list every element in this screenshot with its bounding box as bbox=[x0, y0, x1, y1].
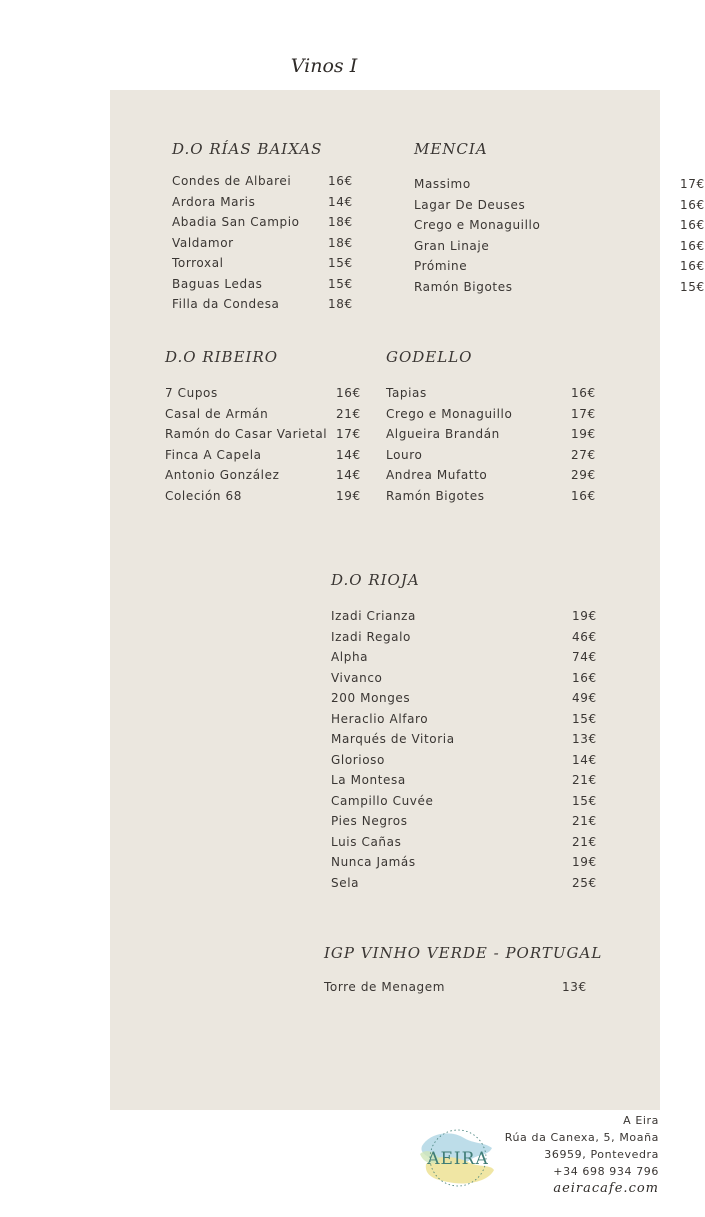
menu-item bbox=[414, 197, 705, 219]
wine-price: 15€ bbox=[328, 256, 353, 270]
city: 36959, Pontevedra bbox=[544, 1148, 659, 1161]
wine-price: 17€ bbox=[680, 177, 705, 191]
wine-name: Alpha bbox=[331, 650, 369, 664]
menu-item bbox=[331, 855, 595, 876]
wine-price: 18€ bbox=[328, 297, 353, 311]
wine-price: 21€ bbox=[572, 814, 597, 828]
wine-price: 21€ bbox=[572, 773, 597, 787]
menu-item bbox=[172, 215, 362, 236]
wine-price: 15€ bbox=[328, 276, 353, 291]
wine-name: Prómine bbox=[414, 259, 468, 273]
wine-price: 19€ bbox=[336, 488, 361, 503]
menu-item bbox=[331, 650, 595, 671]
footer-contact bbox=[505, 1112, 659, 1197]
menu-item bbox=[331, 691, 595, 712]
wine-name: Ramón do Casar Varietal bbox=[165, 427, 328, 441]
menu-paper bbox=[110, 90, 705, 1110]
wine-name: Ardora Maris bbox=[172, 194, 256, 209]
website-link[interactable]: aeiracafe.com bbox=[553, 1181, 659, 1196]
wine-price: 27€ bbox=[571, 447, 596, 462]
menu-item bbox=[386, 407, 594, 428]
wine-price: 16€ bbox=[680, 197, 705, 212]
section-godello bbox=[386, 348, 596, 503]
section-title: IGP VINHO VERDE - PORTUGAL bbox=[324, 944, 603, 962]
wine-price: 16€ bbox=[680, 259, 705, 273]
wine-price: 14€ bbox=[336, 447, 361, 462]
wine-name: Valdamor bbox=[172, 235, 234, 250]
menu-item bbox=[386, 489, 594, 510]
menu-item bbox=[172, 174, 362, 195]
wine-name: Torre de Menagem bbox=[324, 980, 446, 994]
wine-price: 18€ bbox=[328, 215, 353, 229]
menu-item bbox=[172, 277, 362, 298]
wine-name: Andrea Mufatto bbox=[386, 468, 488, 482]
menu-item bbox=[414, 218, 705, 239]
phone: +34 698 934 796 bbox=[553, 1165, 659, 1178]
menu-item bbox=[165, 489, 360, 510]
menu-item bbox=[331, 630, 595, 651]
wine-name: Ramón Bigotes bbox=[386, 488, 485, 503]
wine-name: Abadia San Campio bbox=[172, 215, 300, 229]
wine-name: Glorioso bbox=[331, 752, 385, 767]
wine-price: 16€ bbox=[680, 218, 705, 232]
menu-item bbox=[386, 468, 594, 489]
address: Rúa da Canexa, 5, Moaña bbox=[504, 1131, 659, 1144]
section-title: D.O RIBEIRO bbox=[165, 348, 279, 366]
section-rias-baixas bbox=[172, 140, 362, 311]
wine-name: Ramón Bigotes bbox=[414, 279, 513, 294]
wine-name: Casal de Armán bbox=[165, 406, 269, 421]
wine-price: 29€ bbox=[571, 468, 596, 482]
wine-name: Condes de Albarei bbox=[172, 174, 292, 188]
wine-name: Algueira Brandán bbox=[386, 427, 500, 441]
wine-name: Gran Linaje bbox=[414, 238, 490, 253]
wine-price: 15€ bbox=[680, 279, 705, 294]
menu-item bbox=[414, 259, 705, 280]
wine-price: 14€ bbox=[336, 468, 361, 482]
wine-price: 16€ bbox=[571, 488, 596, 503]
wine-name: La Montesa bbox=[331, 773, 406, 787]
business-name: A Eira bbox=[623, 1114, 659, 1127]
menu-item bbox=[386, 427, 594, 448]
wine-price: 74€ bbox=[572, 650, 597, 664]
wine-price: 19€ bbox=[572, 855, 597, 869]
wine-name: Pies Negros bbox=[331, 814, 408, 828]
page-title: Vinos I bbox=[290, 55, 358, 77]
section-mencia bbox=[414, 140, 705, 294]
menu-item bbox=[386, 386, 594, 407]
wine-price: 14€ bbox=[328, 194, 353, 209]
wine-price: 16€ bbox=[336, 386, 361, 400]
wine-price: 13€ bbox=[562, 980, 587, 994]
menu-item bbox=[165, 427, 360, 448]
wine-name: Baguas Ledas bbox=[172, 276, 263, 291]
section-rioja bbox=[331, 571, 597, 890]
logo-text: AEIRA bbox=[427, 1149, 489, 1169]
menu-item bbox=[165, 448, 360, 469]
wine-name: Coleción 68 bbox=[165, 488, 243, 503]
wine-name: Crego e Monaguillo bbox=[386, 406, 513, 421]
wine-name: Marqués de Vitoria bbox=[331, 732, 455, 746]
menu-item bbox=[165, 407, 360, 428]
section-vinho-verde bbox=[324, 944, 603, 994]
wine-name: Sela bbox=[331, 875, 360, 890]
section-title: D.O RIOJA bbox=[331, 571, 420, 589]
menu-item bbox=[414, 177, 705, 198]
wine-name: Izadi Regalo bbox=[331, 629, 411, 644]
wine-price: 18€ bbox=[328, 235, 353, 250]
menu-item bbox=[331, 671, 595, 692]
wine-name: Vivanco bbox=[331, 670, 383, 685]
wine-price: 15€ bbox=[572, 711, 597, 726]
wine-name: 200 Monges bbox=[331, 691, 411, 705]
wine-price: 16€ bbox=[680, 238, 705, 253]
wine-price: 15€ bbox=[572, 793, 597, 808]
menu-item bbox=[331, 876, 595, 897]
wine-price: 17€ bbox=[571, 406, 596, 421]
wine-name: 7 Cupos bbox=[165, 386, 218, 400]
wine-name: Crego e Monaguillo bbox=[414, 218, 541, 232]
wine-price: 16€ bbox=[572, 670, 597, 685]
menu-item bbox=[324, 980, 594, 1001]
wine-price: 14€ bbox=[572, 752, 597, 767]
menu-item bbox=[172, 236, 362, 257]
wine-price: 19€ bbox=[572, 609, 597, 623]
wine-name: Louro bbox=[386, 447, 423, 462]
wine-price: 19€ bbox=[571, 427, 596, 441]
menu-item bbox=[331, 712, 595, 733]
wine-price: 13€ bbox=[572, 732, 597, 746]
wine-name: Campillo Cuvée bbox=[331, 793, 434, 808]
wine-name: Filla da Condesa bbox=[172, 297, 280, 311]
section-title: GODELLO bbox=[386, 348, 473, 366]
wine-name: Torroxal bbox=[172, 256, 224, 270]
wine-price: 46€ bbox=[572, 629, 597, 644]
menu-item bbox=[172, 297, 362, 318]
wine-name: Izadi Crianza bbox=[331, 609, 417, 623]
section-title: D.O RÍAS BAIXAS bbox=[172, 140, 323, 158]
menu-item bbox=[331, 794, 595, 815]
aeira-logo bbox=[418, 1124, 496, 1190]
menu-item bbox=[172, 195, 362, 216]
wine-price: 21€ bbox=[572, 834, 597, 849]
wine-name: Antonio González bbox=[165, 468, 280, 482]
wine-name: Heraclio Alfaro bbox=[331, 711, 429, 726]
menu-item bbox=[331, 753, 595, 774]
menu-item bbox=[331, 732, 595, 753]
section-ribeiro bbox=[165, 348, 361, 503]
wine-price: 16€ bbox=[328, 174, 353, 188]
section-title: MENCIA bbox=[414, 140, 488, 158]
wine-name: Nunca Jamás bbox=[331, 855, 416, 869]
wine-price: 25€ bbox=[572, 875, 597, 890]
menu-item bbox=[331, 835, 595, 856]
wine-price: 49€ bbox=[572, 691, 597, 705]
wine-name: Luis Cañas bbox=[331, 834, 402, 849]
menu-item bbox=[386, 448, 594, 469]
menu-item bbox=[165, 468, 360, 489]
wine-name: Finca A Capela bbox=[165, 447, 262, 462]
menu-item bbox=[331, 609, 595, 630]
wine-price: 17€ bbox=[336, 427, 361, 441]
wine-price: 16€ bbox=[571, 386, 596, 400]
wine-name: Lagar De Deuses bbox=[414, 197, 526, 212]
wine-name: Massimo bbox=[414, 177, 471, 191]
menu-item bbox=[165, 386, 360, 407]
menu-item bbox=[414, 238, 705, 260]
menu-item bbox=[172, 256, 362, 277]
menu-item bbox=[331, 773, 595, 794]
menu-item bbox=[414, 279, 705, 301]
wine-price: 21€ bbox=[336, 406, 361, 421]
wine-name: Tapias bbox=[386, 386, 427, 400]
menu-item bbox=[331, 814, 595, 835]
